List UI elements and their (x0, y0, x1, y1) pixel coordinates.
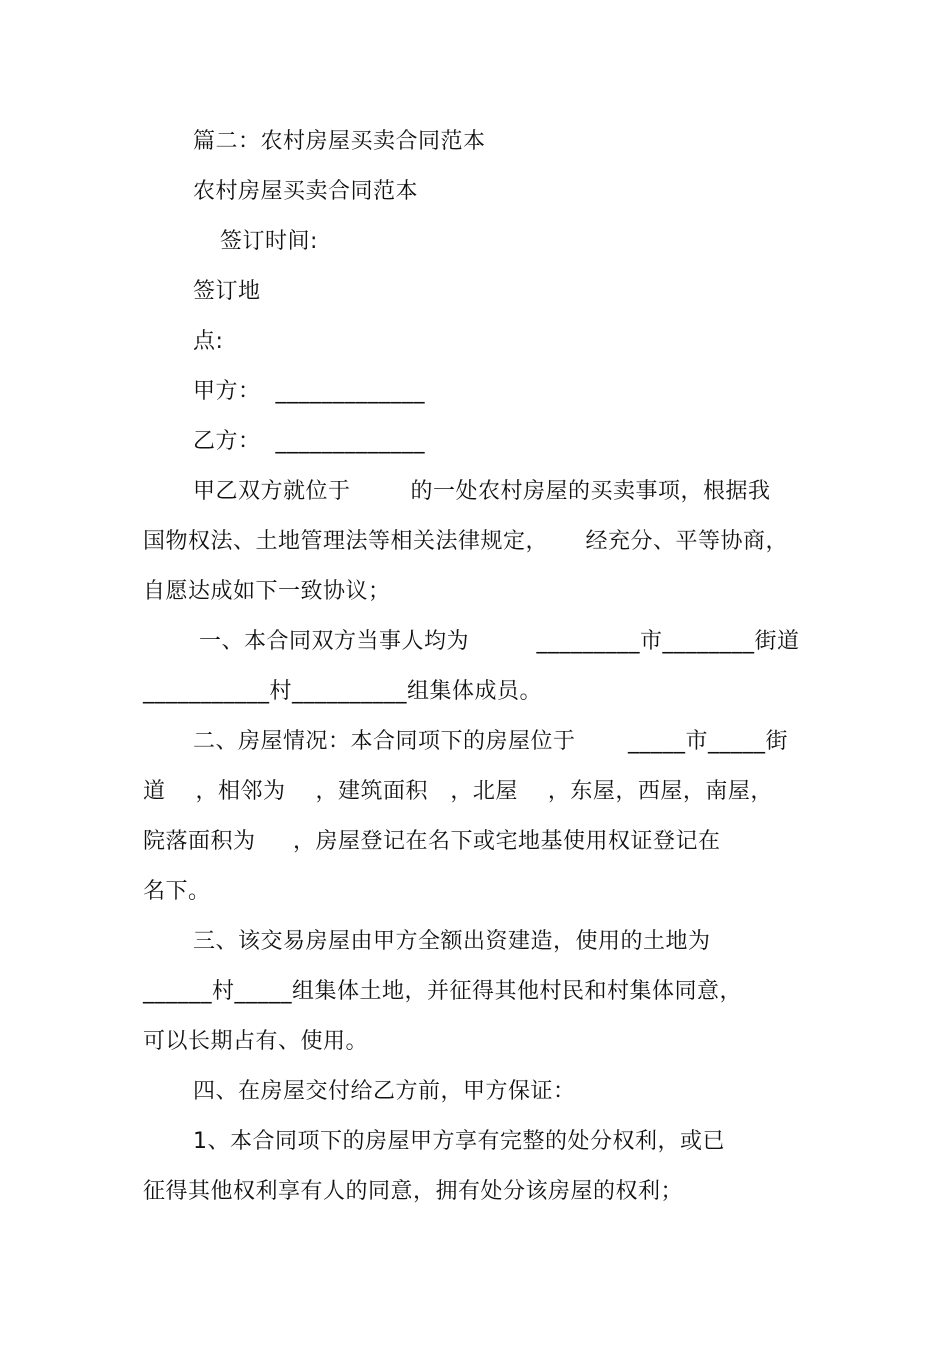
clause-3-line: 可以长期占有、使用。 (143, 1029, 369, 1054)
clause-1-line: ___________村__________组集体成员。 (143, 679, 543, 704)
clause-3-line: 三、该交易房屋由甲方全额出资建造，使用的土地为 (193, 929, 711, 954)
clause-2-line: 院落面积为 ，房屋登记在名下或宅地基使用权证登记在 (143, 829, 721, 854)
paragraph-line: 自愿达成如下一致协议； (143, 579, 391, 604)
clause-4-item-1-line: 征得其他权利享有人的同意，拥有处分该房屋的权利； (143, 1179, 684, 1204)
clause-1-line: 一、本合同双方当事人均为 _________市________街道 (199, 629, 800, 654)
signing-place-line: 签订地 (193, 279, 261, 304)
party-b-line: 乙方： _____________ (193, 429, 425, 454)
party-a-line: 甲方： _____________ (193, 379, 425, 404)
signing-place-line-cont: 点: (193, 329, 224, 354)
clause-4-line: 四、在房屋交付给乙方前，甲方保证： (193, 1079, 576, 1104)
clause-4-item-1-line: 1、本合同项下的房屋甲方享有完整的处分权利，或已 (193, 1129, 725, 1154)
clause-2-line: 道 ，相邻为 ，建筑面积 ，北屋 ，东屋，西屋，南屋， (143, 779, 773, 804)
paragraph-line: 国物权法、土地管理法等相关法律规定， 经充分、平等协商， (143, 529, 788, 554)
signing-time-line: 签订时间: (220, 229, 318, 254)
contract-title: 农村房屋买卖合同范本 (193, 179, 419, 204)
paragraph-line: 甲乙双方就位于 的一处农村房屋的买卖事项，根据我 (193, 479, 771, 504)
clause-3-line: ______村_____组集体土地，并征得其他村民和村集体同意， (143, 979, 743, 1004)
clause-2-line: 二、房屋情况：本合同项下的房屋位于 _____市_____街 (193, 729, 788, 754)
section-heading: 篇二：农村房屋买卖合同范本 (193, 129, 486, 154)
clause-2-line: 名下。 (143, 879, 211, 904)
